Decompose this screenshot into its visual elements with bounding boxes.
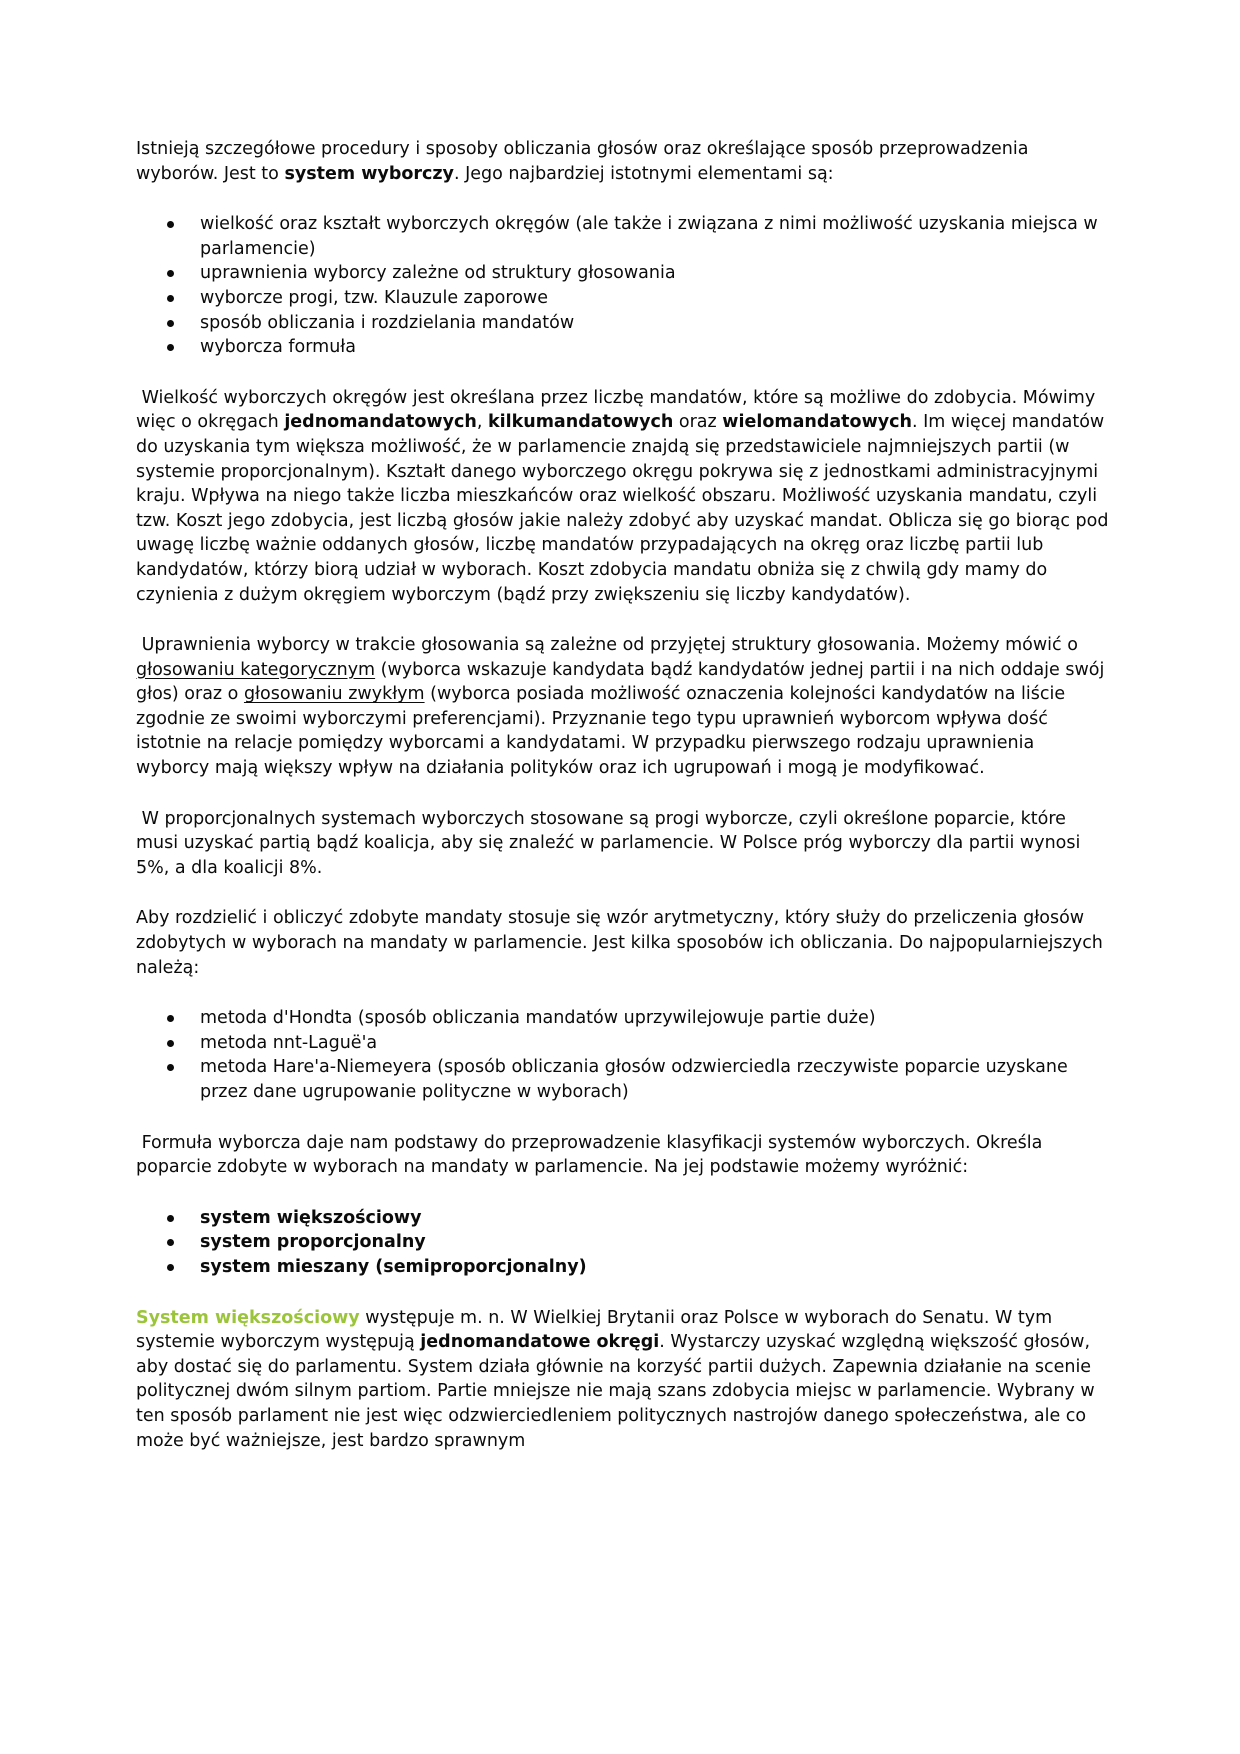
underlined-term-glosowanie-kategoryczne: głosowaniu kategorycznym	[136, 659, 376, 680]
text-run: Istnieją szczegółowe procedury i sposoby obliczania głosów oraz określające sposób przeprowadzenia wyborów. Jest to	[136, 139, 1035, 184]
underlined-term-glosowanie-zwykle: głosowaniu zwykłym	[243, 684, 425, 705]
list-item: system większościowy	[200, 1206, 1112, 1231]
list-item: system proporcjonalny	[200, 1230, 1112, 1255]
paragraph-district-size	[136, 386, 1115, 607]
paragraph-classification: Formuła wyborcza daje nam podstawy do przeprowadzenie klasyfikacji systemów wyborczych. Określa poparcie zdobyte w wyborach na mandaty w parlamencie. Na jej podstawie możemy wyróżnić:	[136, 1132, 1048, 1178]
list-item: wielkość oraz kształt wyborczych okręgów (ale także i związana z nimi możliwość uzyskania miejsca w parlamencie)	[200, 212, 1112, 261]
bold-term-jednomandatowe-okregi: jednomandatowe okręgi	[420, 1332, 660, 1353]
text-run: występuje m. n. W Wielkiej Brytanii oraz Polsce w wyborach do Senatu. W tym systemie wyborczym występują	[136, 1307, 1058, 1353]
list-system-types	[136, 1206, 1112, 1280]
list-item: uprawnienia wyborcy zależne od struktury głosowania	[200, 261, 1112, 286]
list-seat-methods	[136, 1006, 1112, 1104]
bold-term-jednomandatowych: jednomandatowych	[284, 412, 477, 433]
text-run: (wyborca wskazuje kandydata bądź kandydatów jednej partii i na nich oddaje swój głos) oraz o	[136, 659, 1110, 705]
list-item: metoda d'Hondta (sposób obliczania mandatów uprzywilejowuje partie duże)	[200, 1006, 1112, 1031]
bold-term-wielomandatowych: wielomandatowych	[722, 412, 912, 433]
list-item: metoda nnt-Laguë'a	[200, 1031, 1112, 1056]
paragraph-thresholds: W proporcjonalnych systemach wyborczych stosowane są progi wyborcze, czyli określone poparcie, które musi uzyskać partią bądź koalicja, aby się znaleźć w parlamencie. W Polsce próg wyborczy dla partii wynosi 5%, a dla koalicji 8%.	[136, 808, 1086, 878]
list-item: sposób obliczania i rozdzielania mandatów	[200, 311, 1112, 336]
list-item: wyborcze progi, tzw. Klauzule zaporowe	[200, 286, 1112, 311]
text-run: . Jego najbardziej istotnymi elementami są:	[453, 163, 834, 184]
paragraph-intro	[136, 137, 1112, 186]
bold-term-kilkumandatowych: kilkumandatowych	[487, 412, 674, 433]
paragraph-formula: Aby rozdzielić i obliczyć zdobyte mandaty stosuje się wzór arytmetyczny, który służy do przeliczenia głosów zdobytych w wyborach na mandaty w parlamencie. Jest kilka sposobów ich obliczania. Do najpopularniejszych należą:	[136, 908, 1109, 978]
bold-term-system-wyborczy: system wyborczy	[284, 163, 454, 184]
paragraph-majority-system	[136, 1306, 1112, 1454]
text-run: Wielkość wyborczych okręgów jest określana przez liczbę mandatów, które są możliwe do zdobycia. Mówimy więc o okręgach	[136, 387, 1101, 433]
paragraph-voter-rights	[136, 633, 1112, 781]
text-run: Uprawnienia wyborcy w trakcie głosowania są zależne od przyjętej struktury głosowania. Możemy mówić o	[136, 635, 1084, 656]
list-item: metoda Hare'a-Niemeyera (sposób obliczania głosów odzwierciedla rzeczywiste poparcie uzyskane przez dane ugrupowanie polityczne w wyborach)	[200, 1055, 1112, 1104]
text-run: oraz	[673, 412, 723, 433]
list-system-elements	[136, 212, 1112, 360]
list-item: system mieszany (semiproporcjonalny)	[200, 1255, 1112, 1280]
text-run: ,	[476, 412, 488, 433]
list-item: wyborcza formuła	[200, 335, 1112, 360]
text-run: . Im więcej mandatów do uzyskania tym większa możliwość, że w parlamencie znajdą się przedstawiciele najmniejszych partii (w systemie proporcjonalnym). Kształt danego wyborczego okręgu pokrywa się z jednostkami administracyjnymi kraju. Wpływa na niego także liczba mieszkańców oraz wielkość obszaru. Możliwość uzyskania mandatu, czyli tzw. Koszt jego zdobycia, jest liczbą głosów jakie należy zdobyć aby uzyskać mandat. Oblicza się go biorąc pod uwagę liczbę ważnie oddanych głosów, liczbę mandatów przypadających na okręg oraz liczbę partii lub kandydatów, którzy biorą udział w wyborach. Koszt zdobycia mandatu obniża się z chwilą gdy mamy do czynienia z dużym okręgiem wyborczym (bądź przy zwiększeniu się liczby kandydatów).	[136, 412, 1115, 605]
highlighted-term-system-wiekszosciowy: System większościowy	[136, 1307, 360, 1328]
text-run: . Wystarczy uzyskać względną większość głosów, aby dostać się do parlamentu. System działa głównie na korzyść partii dużych. Zapewnia działanie na scenie politycznej dwóm silnym partiom. Partie mniejsze nie mają szans zdobycia miejsc w parlamencie. Wybrany w ten sposób parlament nie jest więc odzwierciedleniem politycznych nastrojów danego społeczeństwa, ale co może być ważniejsze, jest bardzo sprawnym	[136, 1332, 1101, 1451]
text-run: (wyborca posiada możliwość oznaczenia kolejności kandydatów na liście zgodnie ze swoimi wyborczymi preferencjami). Przyznanie tego typu uprawnień wyborcom wpływa dość istotnie na relacje pomiędzy wyborcami a kandydatami. W przypadku pierwszego rodzaju uprawnienia wyborcy mają większy wpływ na działania polityków oraz ich ugrupowań i mogą je modyfikować.	[136, 684, 1071, 779]
